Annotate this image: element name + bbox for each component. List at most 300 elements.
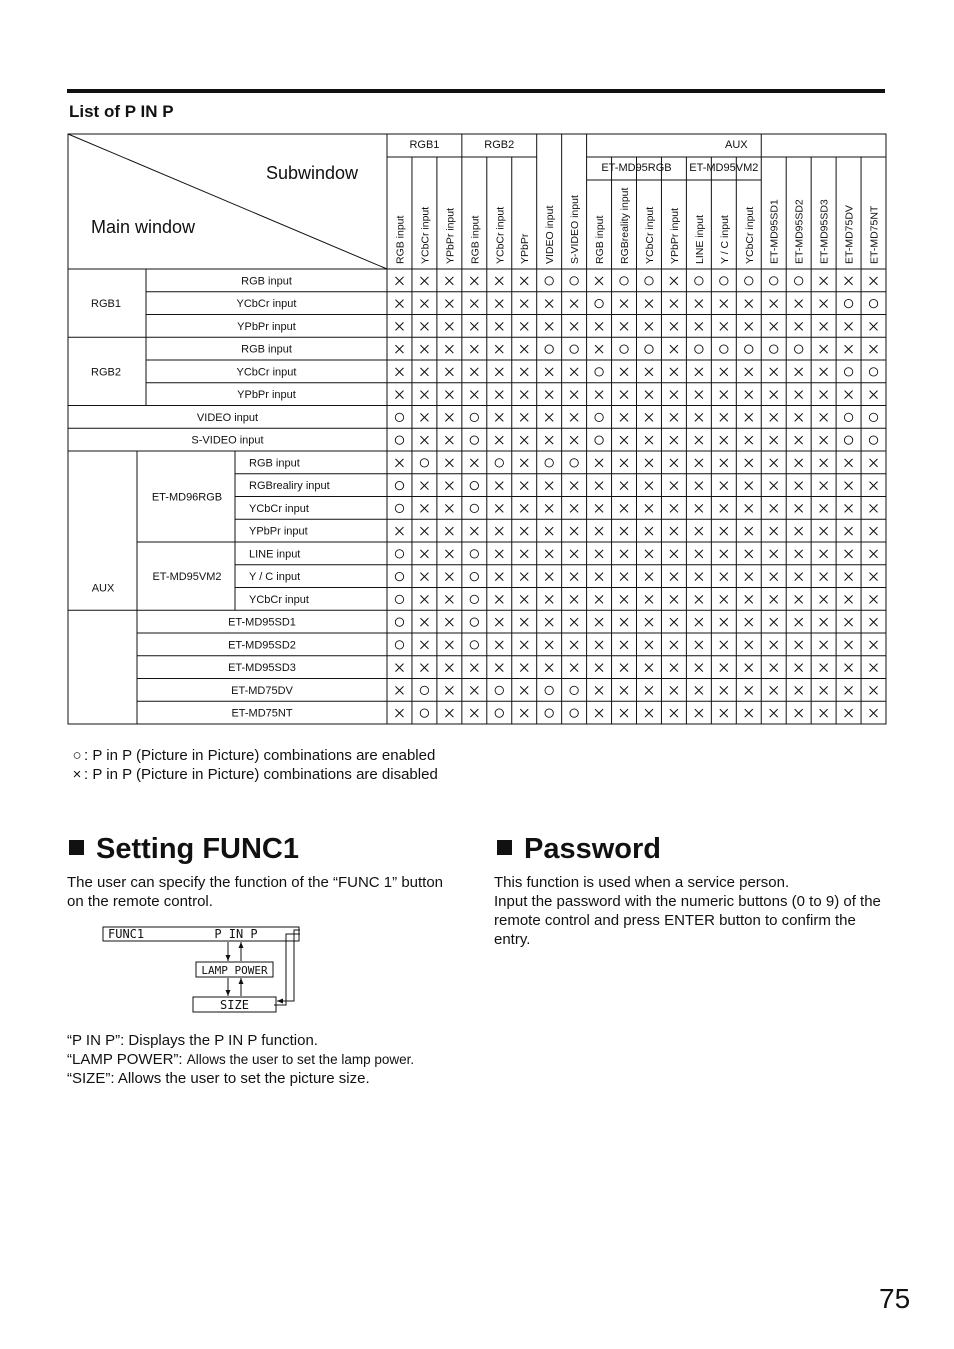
cell-disabled-cross xyxy=(470,664,478,672)
cell-enabled-circle xyxy=(645,277,653,285)
cell-disabled-cross xyxy=(720,618,728,626)
cell-disabled-cross xyxy=(620,709,628,717)
cell-disabled-cross xyxy=(645,641,653,649)
cell-disabled-cross xyxy=(645,504,653,512)
cell-disabled-cross xyxy=(745,436,753,444)
cell-disabled-cross xyxy=(720,664,728,672)
cell-disabled-cross xyxy=(445,482,453,490)
password-line2: Input the password with the numeric buttons (0 to 9) of the remote control and press ENTER button to confirm the entry. xyxy=(494,893,881,948)
cell-disabled-cross xyxy=(395,664,403,672)
cell-enabled-circle xyxy=(645,345,653,353)
cell-disabled-cross xyxy=(820,482,828,490)
func1-item-size: SIZE xyxy=(220,998,249,1012)
cell-disabled-cross xyxy=(620,664,628,672)
cell-disabled-cross xyxy=(720,391,728,399)
cell-disabled-cross xyxy=(670,664,678,672)
legend-enabled xyxy=(70,747,435,764)
row-label: ET-MD75DV xyxy=(231,684,293,697)
cell-disabled-cross xyxy=(445,504,453,512)
cell-disabled-cross xyxy=(820,368,828,376)
cell-disabled-cross xyxy=(645,709,653,717)
cell-disabled-cross xyxy=(845,322,853,330)
cell-disabled-cross xyxy=(795,573,803,581)
cell-enabled-circle xyxy=(595,413,603,421)
cell-disabled-cross xyxy=(395,300,403,308)
cell-disabled-cross xyxy=(420,595,428,603)
cell-disabled-cross xyxy=(595,641,603,649)
cell-disabled-cross xyxy=(670,391,678,399)
column-header: Y / C input xyxy=(718,215,731,264)
cell-disabled-cross xyxy=(595,277,603,285)
main-window-label: Main window xyxy=(91,217,196,237)
cell-disabled-cross xyxy=(420,345,428,353)
cell-enabled-circle xyxy=(869,436,877,444)
cell-disabled-cross xyxy=(670,322,678,330)
cell-disabled-cross xyxy=(795,664,803,672)
cell-disabled-cross xyxy=(795,368,803,376)
cell-disabled-cross xyxy=(720,436,728,444)
cell-enabled-circle xyxy=(844,299,852,307)
cell-disabled-cross xyxy=(570,300,578,308)
cell-disabled-cross xyxy=(645,595,653,603)
cell-disabled-cross xyxy=(520,664,528,672)
cell-disabled-cross xyxy=(570,618,578,626)
password-heading xyxy=(497,833,661,866)
cell-enabled-circle xyxy=(545,459,553,467)
cell-disabled-cross xyxy=(520,391,528,399)
cell-disabled-cross xyxy=(795,459,803,467)
cell-disabled-cross xyxy=(545,482,553,490)
cell-disabled-cross xyxy=(770,391,778,399)
cell-disabled-cross xyxy=(795,550,803,558)
cell-disabled-cross xyxy=(520,573,528,581)
cell-disabled-cross xyxy=(620,482,628,490)
cell-enabled-circle xyxy=(545,709,553,717)
column-header: ET-MD75NT xyxy=(868,205,881,264)
cell-disabled-cross xyxy=(770,664,778,672)
cell-disabled-cross xyxy=(720,709,728,717)
cell-disabled-cross xyxy=(495,641,503,649)
column-header: RGB input xyxy=(594,215,607,264)
cell-disabled-cross xyxy=(445,641,453,649)
cell-disabled-cross xyxy=(495,345,503,353)
cell-disabled-cross xyxy=(645,686,653,694)
row-label: RGBrealiry input xyxy=(249,480,330,493)
cell-enabled-circle xyxy=(794,277,802,285)
cell-disabled-cross xyxy=(520,641,528,649)
cell-disabled-cross xyxy=(420,504,428,512)
cell-disabled-cross xyxy=(445,345,453,353)
cell-disabled-cross xyxy=(745,641,753,649)
cell-disabled-cross xyxy=(820,391,828,399)
row-label: YPbPr input xyxy=(237,389,296,402)
cell-disabled-cross xyxy=(670,345,678,353)
cell-disabled-cross xyxy=(745,300,753,308)
cell-disabled-cross xyxy=(495,300,503,308)
cell-disabled-cross xyxy=(870,322,878,330)
cell-disabled-cross xyxy=(445,709,453,717)
column-header: RGB input xyxy=(469,215,482,264)
cell-disabled-cross xyxy=(820,322,828,330)
row-label: YCbCr input xyxy=(236,366,297,379)
cell-disabled-cross xyxy=(395,345,403,353)
password-heading-text: Password xyxy=(524,833,661,865)
col-subgroup-label: ET-MD95RGB xyxy=(601,162,672,174)
cell-disabled-cross xyxy=(720,641,728,649)
row-subgroup-label: ET-MD95VM2 xyxy=(152,571,222,584)
cell-disabled-cross xyxy=(495,413,503,421)
cell-disabled-cross xyxy=(545,413,553,421)
cell-enabled-circle xyxy=(745,277,753,285)
page-number: 75 xyxy=(879,1283,911,1314)
cell-disabled-cross xyxy=(695,300,703,308)
cell-disabled-cross xyxy=(820,277,828,285)
cell-disabled-cross xyxy=(520,550,528,558)
column-header: S-VIDEO input xyxy=(569,195,582,264)
cell-enabled-circle xyxy=(470,504,478,512)
row-label: LINE input xyxy=(249,548,301,561)
cell-disabled-cross xyxy=(870,709,878,717)
row-group-label: RGB2 xyxy=(91,366,121,379)
cell-disabled-cross xyxy=(570,368,578,376)
cell-disabled-cross xyxy=(645,618,653,626)
func1-heading xyxy=(69,833,299,866)
cell-enabled-circle xyxy=(395,504,403,512)
cell-disabled-cross xyxy=(745,482,753,490)
cell-disabled-cross xyxy=(870,550,878,558)
cell-enabled-circle xyxy=(720,277,728,285)
cell-disabled-cross xyxy=(495,368,503,376)
cell-disabled-cross xyxy=(570,504,578,512)
cell-enabled-circle xyxy=(495,686,503,694)
note-text: Allows the user to set the picture size. xyxy=(117,1070,370,1087)
cell-disabled-cross xyxy=(595,391,603,399)
cell-disabled-cross xyxy=(520,436,528,444)
cell-disabled-cross xyxy=(845,391,853,399)
cell-disabled-cross xyxy=(445,277,453,285)
func1-item-lamp-power: LAMP POWER xyxy=(201,964,268,977)
column-header: ET-MD95SD3 xyxy=(818,199,831,264)
cell-disabled-cross xyxy=(745,322,753,330)
cell-disabled-cross xyxy=(795,709,803,717)
cell-enabled-circle xyxy=(869,413,877,421)
func1-note-lamp-power xyxy=(67,1051,414,1068)
cell-disabled-cross xyxy=(495,573,503,581)
col-group-label: RGB1 xyxy=(409,139,440,151)
cell-disabled-cross xyxy=(620,550,628,558)
cell-disabled-cross xyxy=(470,368,478,376)
cell-disabled-cross xyxy=(595,618,603,626)
cell-disabled-cross xyxy=(745,664,753,672)
cell-disabled-cross xyxy=(770,618,778,626)
cell-disabled-cross xyxy=(770,459,778,467)
cell-disabled-cross xyxy=(695,618,703,626)
cell-disabled-cross xyxy=(695,527,703,535)
cell-disabled-cross xyxy=(495,504,503,512)
cell-disabled-cross xyxy=(445,368,453,376)
cell-disabled-cross xyxy=(870,641,878,649)
cell-disabled-cross xyxy=(420,436,428,444)
note-key: “P IN P”: xyxy=(67,1032,129,1049)
cell-disabled-cross xyxy=(620,686,628,694)
cell-disabled-cross xyxy=(420,368,428,376)
row-label: YPbPr input xyxy=(249,525,308,538)
cell-disabled-cross xyxy=(620,368,628,376)
cell-disabled-cross xyxy=(470,527,478,535)
cell-enabled-circle xyxy=(495,709,503,717)
cell-disabled-cross xyxy=(695,391,703,399)
cell-enabled-circle xyxy=(545,345,553,353)
cell-enabled-circle xyxy=(470,413,478,421)
row-label: RGB input xyxy=(249,457,300,470)
cell-disabled-cross xyxy=(695,459,703,467)
cell-disabled-cross xyxy=(495,550,503,558)
cell-disabled-cross xyxy=(845,345,853,353)
row-label: S-VIDEO input xyxy=(191,434,264,447)
cell-disabled-cross xyxy=(520,322,528,330)
cell-disabled-cross xyxy=(445,436,453,444)
row-label: RGB input xyxy=(241,343,292,356)
note-key: “SIZE”: xyxy=(67,1070,118,1087)
cell-disabled-cross xyxy=(470,686,478,694)
cell-disabled-cross xyxy=(820,664,828,672)
cell-disabled-cross xyxy=(420,300,428,308)
cell-disabled-cross xyxy=(445,322,453,330)
cell-disabled-cross xyxy=(845,459,853,467)
cell-disabled-cross xyxy=(845,482,853,490)
grid-line xyxy=(68,134,387,269)
cell-disabled-cross xyxy=(695,709,703,717)
cell-disabled-cross xyxy=(545,664,553,672)
cell-disabled-cross xyxy=(695,322,703,330)
cell-disabled-cross xyxy=(645,664,653,672)
col-group-label: RGB2 xyxy=(484,139,515,151)
cell-disabled-cross xyxy=(520,618,528,626)
note-key: “LAMP POWER”: xyxy=(67,1051,187,1068)
cell-disabled-cross xyxy=(420,573,428,581)
cell-disabled-cross xyxy=(570,391,578,399)
cell-disabled-cross xyxy=(620,641,628,649)
cell-disabled-cross xyxy=(420,322,428,330)
cell-disabled-cross xyxy=(595,459,603,467)
cell-disabled-cross xyxy=(720,300,728,308)
cell-disabled-cross xyxy=(695,550,703,558)
row-label: RGB input xyxy=(241,275,292,288)
cell-disabled-cross xyxy=(495,482,503,490)
cell-disabled-cross xyxy=(395,527,403,535)
cell-disabled-cross xyxy=(845,573,853,581)
cell-enabled-circle xyxy=(470,641,478,649)
legend-disabled-text: : P in P (Picture in Picture) combinations are disabled xyxy=(84,766,438,783)
cell-enabled-circle xyxy=(395,641,403,649)
cell-disabled-cross xyxy=(870,504,878,512)
column-header: YCbCr input xyxy=(743,206,756,264)
cell-disabled-cross xyxy=(720,573,728,581)
square-bullet-icon xyxy=(497,840,512,855)
cell-disabled-cross xyxy=(445,527,453,535)
cell-disabled-cross xyxy=(770,573,778,581)
cell-disabled-cross xyxy=(820,413,828,421)
cell-disabled-cross xyxy=(870,345,878,353)
cell-disabled-cross xyxy=(520,459,528,467)
func1-label: FUNC1 xyxy=(108,927,145,941)
cell-disabled-cross xyxy=(670,709,678,717)
cell-disabled-cross xyxy=(670,527,678,535)
func1-note-pinp xyxy=(67,1032,318,1049)
cell-enabled-circle xyxy=(470,595,478,603)
cell-disabled-cross xyxy=(470,345,478,353)
cell-disabled-cross xyxy=(745,527,753,535)
cell-disabled-cross xyxy=(670,504,678,512)
cell-disabled-cross xyxy=(745,573,753,581)
cell-disabled-cross xyxy=(470,391,478,399)
note-text: Displays the P IN P function. xyxy=(128,1032,318,1049)
cell-disabled-cross xyxy=(770,709,778,717)
cell-enabled-circle xyxy=(794,345,802,353)
cell-disabled-cross xyxy=(545,573,553,581)
cell-disabled-cross xyxy=(545,391,553,399)
cell-disabled-cross xyxy=(570,550,578,558)
cell-disabled-cross xyxy=(745,709,753,717)
cell-enabled-circle xyxy=(545,686,553,694)
cell-disabled-cross xyxy=(870,482,878,490)
cell-disabled-cross xyxy=(570,527,578,535)
cell-disabled-cross xyxy=(395,322,403,330)
cell-disabled-cross xyxy=(620,527,628,535)
cell-disabled-cross xyxy=(420,391,428,399)
cell-disabled-cross xyxy=(620,618,628,626)
cell-disabled-cross xyxy=(795,391,803,399)
cell-disabled-cross xyxy=(445,300,453,308)
cell-disabled-cross xyxy=(395,459,403,467)
cell-disabled-cross xyxy=(695,573,703,581)
cell-enabled-circle xyxy=(720,345,728,353)
column-header: YCbCr input xyxy=(419,206,432,264)
cell-enabled-circle xyxy=(470,481,478,489)
cell-disabled-cross xyxy=(595,686,603,694)
cell-disabled-cross xyxy=(770,527,778,535)
cell-disabled-cross xyxy=(870,573,878,581)
cell-enabled-circle xyxy=(470,436,478,444)
cell-disabled-cross xyxy=(695,413,703,421)
cell-disabled-cross xyxy=(720,482,728,490)
cell-disabled-cross xyxy=(795,686,803,694)
cell-disabled-cross xyxy=(445,686,453,694)
cell-disabled-cross xyxy=(670,618,678,626)
func1-note-size xyxy=(67,1070,370,1087)
column-header: ET-MD95SD2 xyxy=(793,199,806,264)
column-header: YPbPr input xyxy=(444,207,457,264)
subwindow-label: Subwindow xyxy=(265,163,358,183)
cell-disabled-cross xyxy=(420,277,428,285)
column-header: YPbPr xyxy=(519,233,532,264)
row-label: ET-MD95SD1 xyxy=(228,616,296,629)
cell-disabled-cross xyxy=(770,482,778,490)
cell-disabled-cross xyxy=(770,436,778,444)
cell-disabled-cross xyxy=(570,573,578,581)
cell-disabled-cross xyxy=(620,436,628,444)
cell-disabled-cross xyxy=(670,368,678,376)
cell-disabled-cross xyxy=(695,368,703,376)
cell-disabled-cross xyxy=(620,504,628,512)
cell-disabled-cross xyxy=(495,322,503,330)
cell-disabled-cross xyxy=(645,368,653,376)
cell-disabled-cross xyxy=(795,595,803,603)
func1-item-pinp: P IN P xyxy=(214,927,258,941)
cell-disabled-cross xyxy=(745,391,753,399)
cell-disabled-cross xyxy=(670,459,678,467)
cell-disabled-cross xyxy=(645,322,653,330)
cell-disabled-cross xyxy=(745,595,753,603)
cell-disabled-cross xyxy=(670,413,678,421)
cell-disabled-cross xyxy=(870,664,878,672)
row-label: YCbCr input xyxy=(249,502,309,515)
cell-disabled-cross xyxy=(670,595,678,603)
cell-enabled-circle xyxy=(695,277,703,285)
column-header: LINE input xyxy=(693,214,706,264)
cell-disabled-cross xyxy=(770,413,778,421)
func1-cycle-diagram xyxy=(96,920,316,1020)
cell-disabled-cross xyxy=(395,368,403,376)
cell-disabled-cross xyxy=(670,277,678,285)
cell-enabled-circle xyxy=(844,413,852,421)
row-subgroup-label: ET-MD96RGB xyxy=(151,491,223,504)
cell-disabled-cross xyxy=(795,527,803,535)
cell-disabled-cross xyxy=(645,391,653,399)
cell-disabled-cross xyxy=(720,550,728,558)
column-header: YPbPr input xyxy=(668,207,681,264)
cell-disabled-cross xyxy=(645,573,653,581)
row-label: ET-MD95SD3 xyxy=(228,662,296,675)
cell-disabled-cross xyxy=(595,345,603,353)
cell-disabled-cross xyxy=(670,550,678,558)
cell-disabled-cross xyxy=(420,482,428,490)
cell-disabled-cross xyxy=(595,595,603,603)
cell-disabled-cross xyxy=(570,413,578,421)
cell-disabled-cross xyxy=(570,664,578,672)
cell-disabled-cross xyxy=(620,595,628,603)
cell-disabled-cross xyxy=(820,345,828,353)
cell-disabled-cross xyxy=(670,686,678,694)
cell-disabled-cross xyxy=(745,368,753,376)
cell-disabled-cross xyxy=(745,618,753,626)
cell-disabled-cross xyxy=(870,686,878,694)
cell-disabled-cross xyxy=(520,527,528,535)
cell-disabled-cross xyxy=(720,527,728,535)
cell-disabled-cross xyxy=(795,641,803,649)
cell-enabled-circle xyxy=(495,459,503,467)
cell-disabled-cross xyxy=(795,618,803,626)
cell-enabled-circle xyxy=(844,368,852,376)
cell-disabled-cross xyxy=(395,709,403,717)
cell-disabled-cross xyxy=(395,391,403,399)
cell-disabled-cross xyxy=(820,436,828,444)
cell-disabled-cross xyxy=(770,322,778,330)
cell-enabled-circle xyxy=(395,572,403,580)
cell-disabled-cross xyxy=(845,641,853,649)
cell-disabled-cross xyxy=(495,595,503,603)
cell-disabled-cross xyxy=(720,459,728,467)
cell-disabled-cross xyxy=(845,504,853,512)
cell-disabled-cross xyxy=(870,595,878,603)
cell-disabled-cross xyxy=(545,595,553,603)
cell-disabled-cross xyxy=(645,550,653,558)
cell-disabled-cross xyxy=(545,504,553,512)
note-text: Allows the user to set the lamp power. xyxy=(186,1052,415,1067)
cell-enabled-circle xyxy=(695,345,703,353)
cell-disabled-cross xyxy=(645,413,653,421)
cell-enabled-circle xyxy=(570,709,578,717)
